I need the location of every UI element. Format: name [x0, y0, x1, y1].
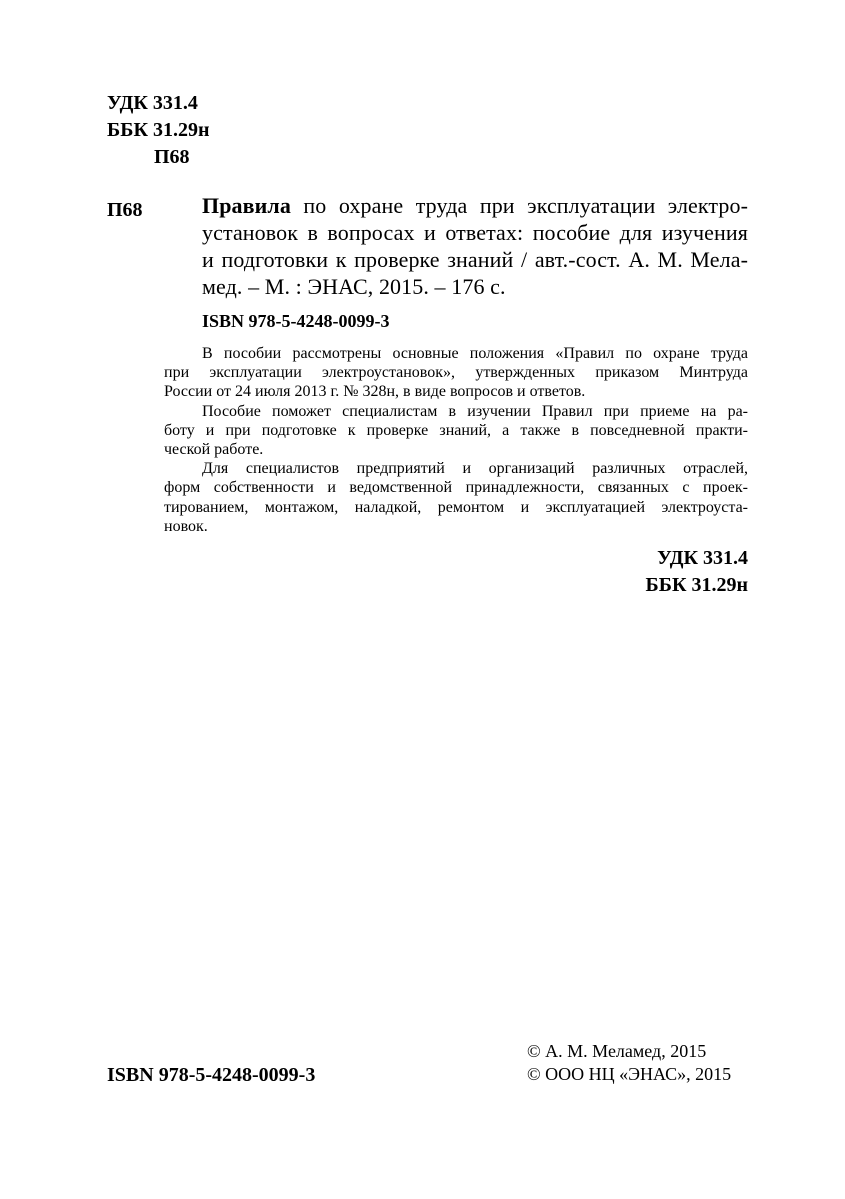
author-mark-code: П68: [154, 146, 190, 168]
bbk-code: ББК 31.29н: [107, 119, 210, 141]
bottom-bbk-code: ББК 31.29н: [645, 574, 748, 596]
annotation-p1-line-1: В пособии рассмотрены основные положения «Правил по охране труда: [202, 345, 748, 362]
title-word: Правила: [202, 193, 291, 218]
annotation-p2-line-3: ческой работе.: [164, 441, 264, 459]
classification-codes: [107, 90, 209, 171]
annotation-p3-line-1: Для специалистов предприятий и организаций различных отраслей,: [202, 460, 748, 478]
udk-code: УДК 331.4: [107, 92, 198, 114]
copyright-author: © А. М. Меламед, 2015: [527, 1041, 707, 1061]
annotation-p3-line-3: тированием, монтажом, наладкой, ремонтом и эксплуатацией электроуста-: [164, 498, 748, 516]
annotation-p2-line-1: Пособие поможет специалистам в изучении Правил при приеме на ра-: [202, 402, 748, 420]
annotation-p1-line-3: России от 24 июля 2013 г. № 328н, в виде вопросов и ответов.: [164, 383, 586, 401]
biblio-line-4: мед. – М. : ЭНАС, 2015. – 176 с.: [202, 274, 506, 299]
entry-author-mark: П68: [107, 199, 143, 221]
isbn-footer: ISBN 978-5-4248-0099-3: [107, 1064, 316, 1086]
annotation-p3-line-2: форм собственности и ведомственной принадлежности, связанных с проек-: [164, 479, 748, 497]
biblio-line-3: и подготовки к проверке знаний / авт.-сост. А. М. Мела-: [202, 247, 748, 272]
annotation-p1-line-2: при эксплуатации электроустановок», утвержденных приказом Минтруда: [164, 364, 748, 382]
bottom-classification-codes: [646, 545, 748, 599]
bottom-udk-code: УДК 331.4: [657, 547, 748, 569]
isbn-main: ISBN 978-5-4248-0099-3: [202, 311, 390, 331]
annotation: [164, 344, 748, 536]
copyright-publisher: © ООО НЦ «ЭНАС», 2015: [527, 1064, 732, 1084]
annotation-p2-line-2: боту и при подготовке к проверке знаний, а также в повседневной практи-: [164, 421, 748, 439]
biblio-line-2: установок в вопросах и ответах: пособие для изучения: [202, 220, 748, 245]
annotation-p3-line-4: новок.: [164, 517, 208, 535]
copyright-block: [527, 1040, 731, 1086]
biblio-line-1: [202, 192, 748, 219]
bibliographic-entry: [202, 192, 748, 300]
biblio-line-1-text: по охране труда при эксплуатации электро-: [290, 193, 748, 218]
